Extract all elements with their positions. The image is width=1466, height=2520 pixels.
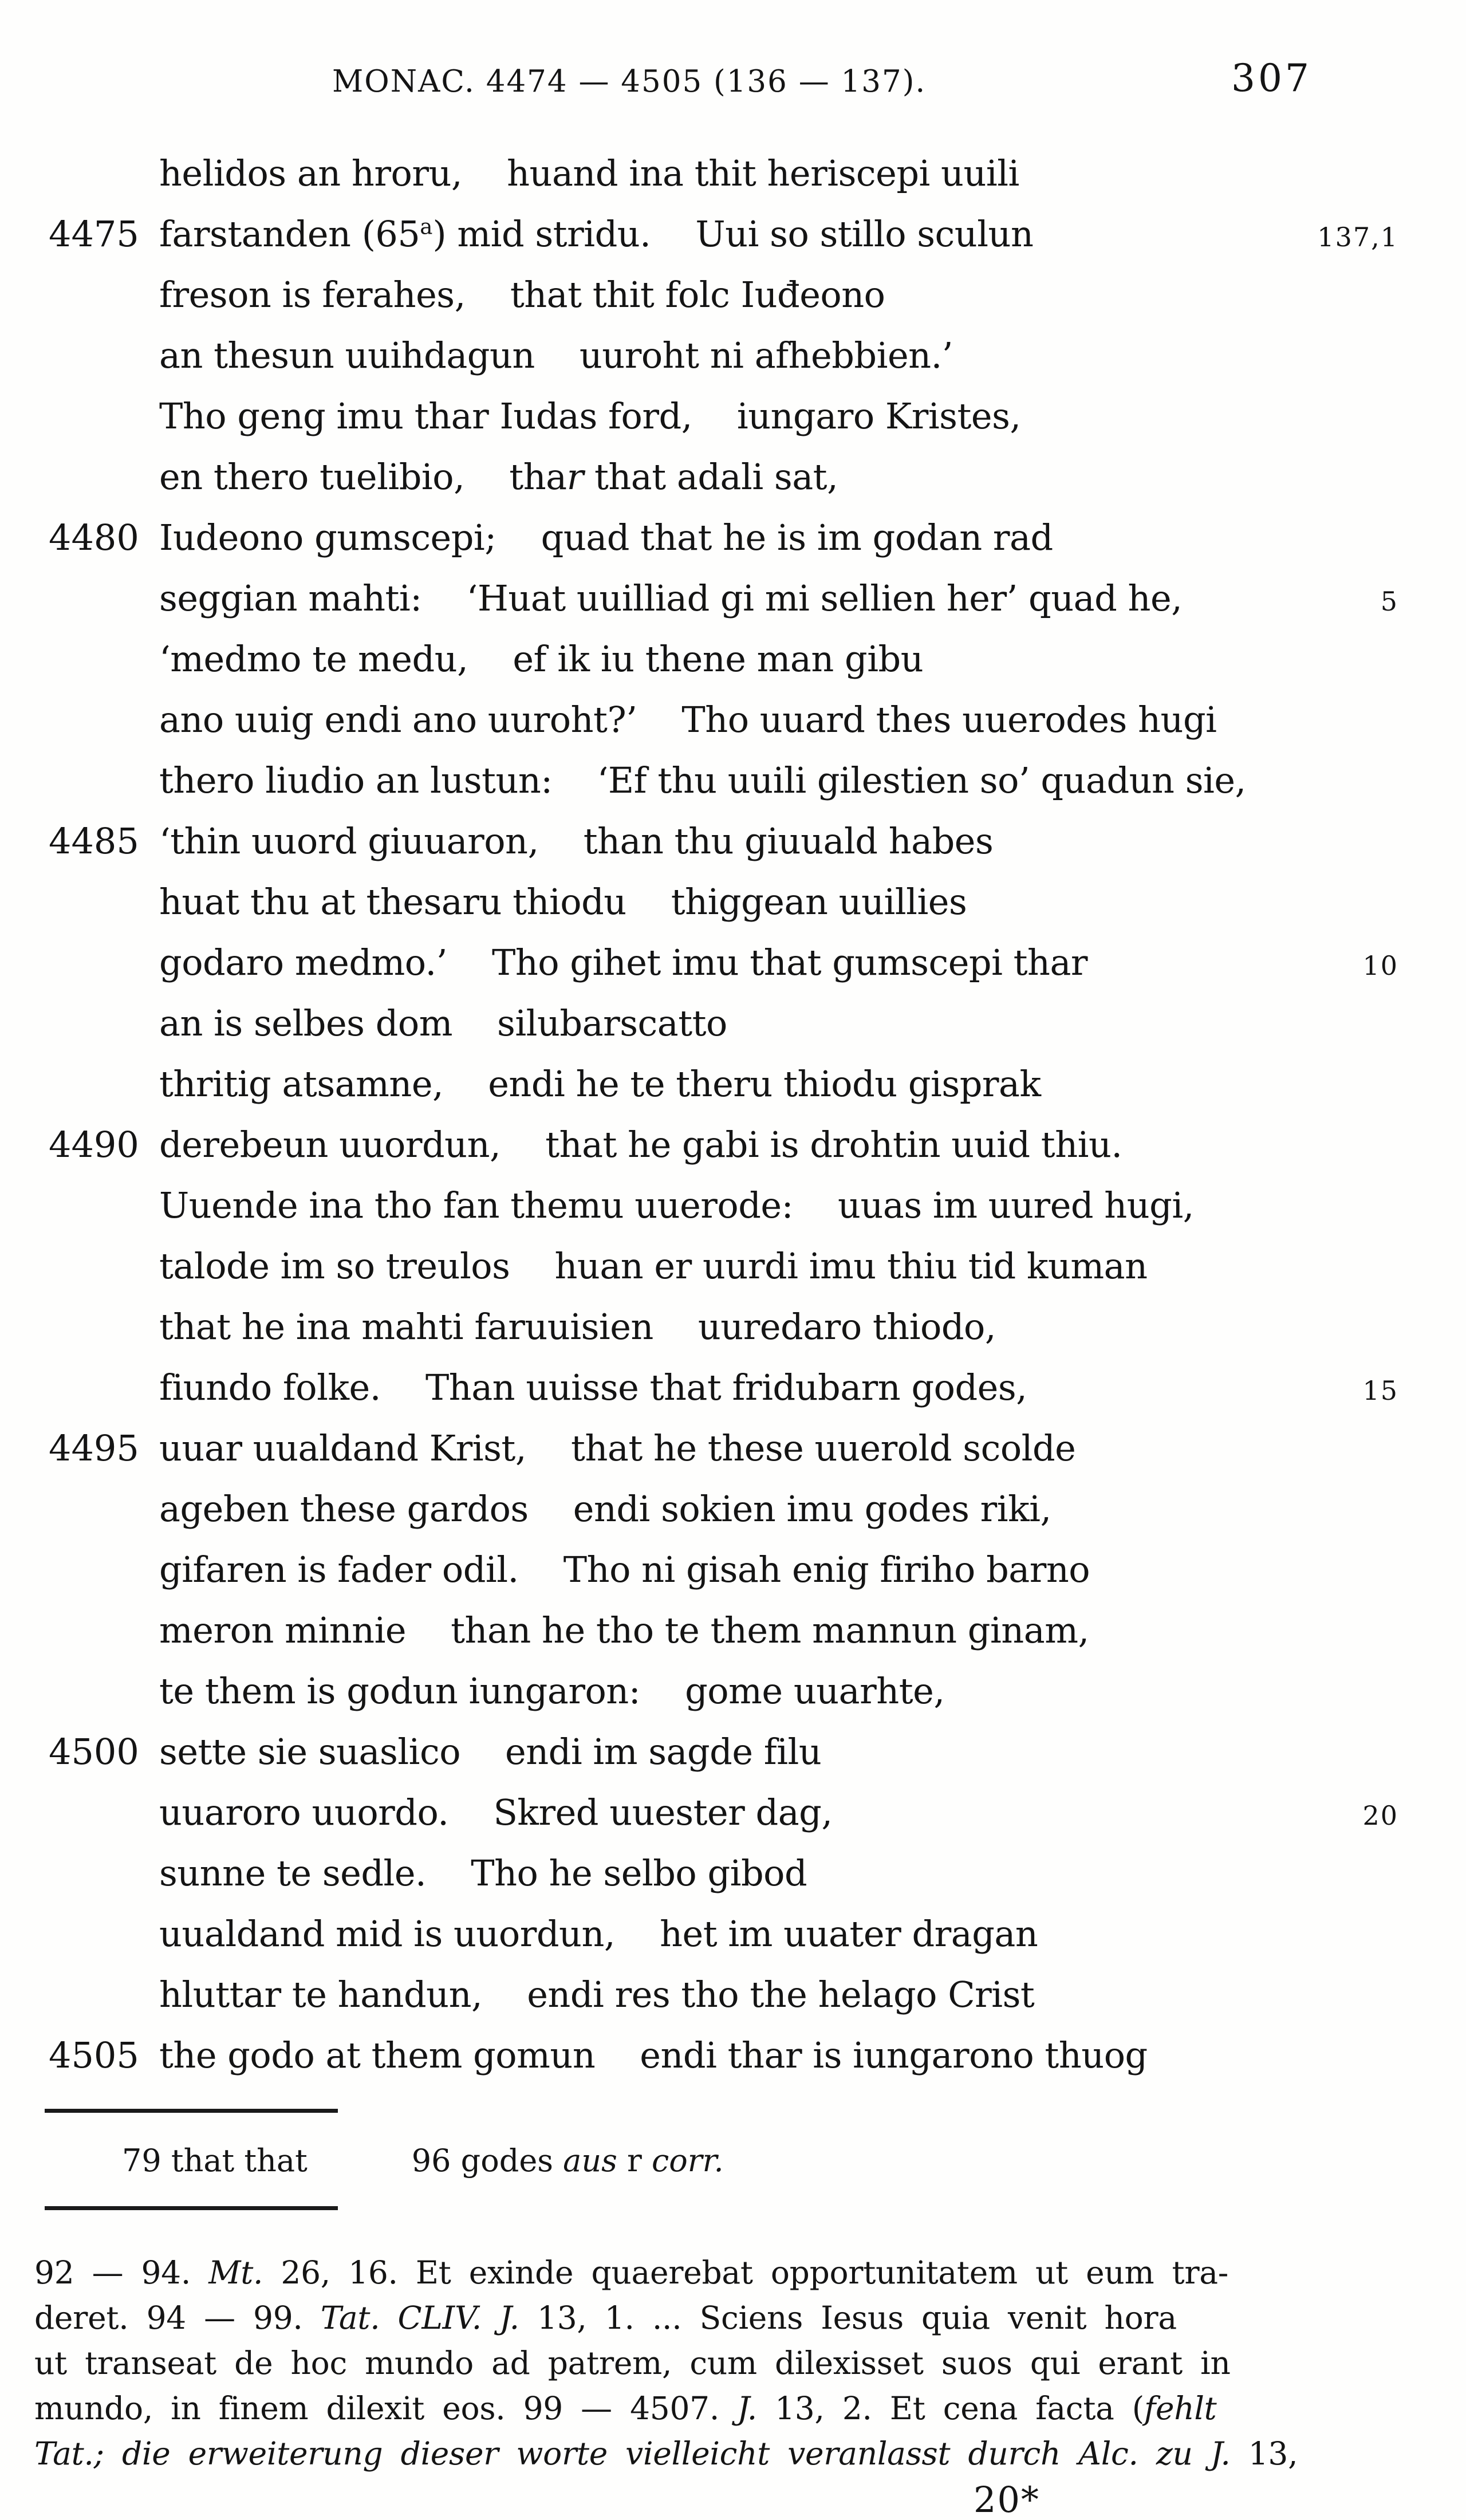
poem-line xyxy=(49,325,1466,386)
verse-half-a: gifaren is fader odil. xyxy=(159,1549,519,1590)
verse-text xyxy=(159,386,1250,447)
verse-text xyxy=(159,1357,1250,1418)
verse-half-b: iungaro Kristes, xyxy=(736,395,1021,437)
verse-half-b: than thu giuuald habes xyxy=(583,820,994,862)
poem-line xyxy=(49,447,1466,507)
apparatus-rule-bottom xyxy=(45,2206,338,2210)
verse-text xyxy=(159,1661,1250,1722)
poem-line xyxy=(49,1904,1466,1964)
verse-half-a: thero liudio an lustun: xyxy=(159,759,553,801)
verse-half-a: that he ina mahti faruuisien xyxy=(159,1306,653,1348)
verse-half-b: Tho he selbo gibod xyxy=(471,1852,807,1894)
verse-text xyxy=(159,1054,1250,1115)
verse-text xyxy=(159,1297,1250,1357)
poem-line xyxy=(49,1297,1466,1357)
verse-half-b: endi sokien imu godes riki, xyxy=(573,1488,1051,1530)
verse-half-a: helidos an hroru, xyxy=(159,152,463,194)
verse-half-b: uuas im uured hugi, xyxy=(838,1184,1194,1226)
verse-text xyxy=(159,993,1250,1054)
footnote-line: deret. 94 — 99. Tat. CLIV. J. 13, 1. ... Sciens Iesus quia venit hora xyxy=(34,2300,1177,2336)
verse-number: 4505 xyxy=(49,2034,139,2076)
verse-half-a: uualdand mid is uuordun, xyxy=(159,1913,616,1955)
verse-half-a: farstanden (65$^a$) mid stridu. xyxy=(159,213,651,255)
verse-half-a: uuaroro uuordo. xyxy=(159,1791,449,1833)
verse-half-b: than he tho te them mannun ginam, xyxy=(451,1609,1089,1651)
verse-text xyxy=(159,1539,1250,1600)
poem-line xyxy=(49,1054,1466,1115)
verse-half-a: sunne te sedle. xyxy=(159,1852,427,1894)
verse-text xyxy=(159,1236,1250,1297)
poem-line xyxy=(49,1964,1466,2025)
verse-half-b: Uui so stillo sculun xyxy=(695,213,1034,255)
margin-number: 5 xyxy=(1380,586,1398,617)
verse-half-b: that thit folc Iuđeono xyxy=(510,274,885,316)
poem-line xyxy=(49,1600,1466,1661)
verse-half-a: uuar uualdand Krist, xyxy=(159,1427,527,1469)
margin-number: 10 xyxy=(1362,950,1398,981)
footnote-line: ut transeat de hoc mundo ad patrem, cum dilexisset suos qui erant in xyxy=(34,2345,1231,2381)
verse-text xyxy=(159,811,1250,872)
verse-half-b: uuroht ni afhebbien.’ xyxy=(579,334,953,376)
poem-line xyxy=(49,1115,1466,1175)
verse-half-b: endi thar is iungarono thuog xyxy=(640,2034,1148,2076)
poem-line xyxy=(49,1357,1466,1418)
verse-number: 4475 xyxy=(49,213,139,255)
verse-half-b: Tho ni gisah enig firiho barno xyxy=(563,1549,1090,1590)
verse-text xyxy=(159,568,1250,629)
verse-half-a: te them is godun iungaron: xyxy=(159,1670,641,1712)
verse-half-b: gome uuarhte, xyxy=(685,1670,945,1712)
verse-number: 4495 xyxy=(49,1427,139,1469)
running-title: MONAC. 4474 — 4505 (136 — 137). xyxy=(332,64,927,99)
verse-half-a: fiundo folke. xyxy=(159,1367,381,1408)
poem-line xyxy=(49,690,1466,750)
poem-text-block xyxy=(0,143,1466,2086)
verse-half-a: Iudeono gumscepi; xyxy=(159,517,496,558)
verse-half-a: derebeun uuordun, xyxy=(159,1124,501,1166)
verse-half-a: an is selbes dom xyxy=(159,1002,453,1044)
verse-half-a: Tho geng imu thar Iudas ford, xyxy=(159,395,692,437)
poem-line xyxy=(49,872,1466,932)
verse-half-a: sette sie suaslico xyxy=(159,1731,461,1773)
verse-text xyxy=(159,1722,1250,1782)
verse-text xyxy=(159,1479,1250,1539)
verse-half-b: Tho gihet imu that gumscepi thar xyxy=(491,942,1088,983)
poem-line xyxy=(49,507,1466,568)
verse-half-b: silubarscatto xyxy=(497,1002,727,1044)
verse-half-b: endi res tho the helago Crist xyxy=(527,1974,1035,2015)
apparatus-line xyxy=(122,2143,1466,2179)
margin-number: 15 xyxy=(1362,1375,1398,1406)
verse-text xyxy=(159,447,1250,507)
poem-line xyxy=(49,1236,1466,1297)
verse-half-b: huan er uurdi imu thiu tid kuman xyxy=(554,1245,1148,1287)
verse-text xyxy=(159,507,1250,568)
poem-line xyxy=(49,1539,1466,1600)
verse-text xyxy=(159,2025,1250,2086)
verse-number: 4485 xyxy=(49,820,139,862)
footnote-line: Tat.; die erweiterung dieser worte vielleicht veranlasst durch Alc. zu J. 13, xyxy=(34,2435,1298,2472)
verse-half-a: thritig atsamne, xyxy=(159,1063,444,1105)
verse-half-b: that he these uuerold scolde xyxy=(571,1427,1076,1469)
verse-half-a: an thesun uuihdagun xyxy=(159,334,535,376)
page-header xyxy=(0,0,1466,143)
poem-line xyxy=(49,932,1466,993)
signature-mark: 20* xyxy=(974,2479,1040,2520)
verse-text xyxy=(159,265,1250,325)
verse-half-a: ‘medmo te medu, xyxy=(159,638,468,680)
verse-text xyxy=(159,690,1250,750)
poem-line xyxy=(49,811,1466,872)
verse-text xyxy=(159,629,1250,690)
apparatus-rule-top xyxy=(45,2109,338,2113)
verse-half-b: huand ina thit heriscepi uuili xyxy=(507,152,1019,194)
verse-half-b: endi he te theru thiodu gisprak xyxy=(488,1063,1041,1105)
footnote-line: 92 — 94. Mt. 26, 16. Et exinde quaerebat opportunitatem ut eum tra- xyxy=(34,2254,1229,2291)
verse-text xyxy=(159,1964,1250,2025)
verse-half-a: meron minnie xyxy=(159,1609,407,1651)
verse-half-b: Than uuisse that fridubarn godes, xyxy=(425,1367,1027,1408)
verse-half-b: thar that adali sat, xyxy=(509,456,838,498)
verse-half-a: hluttar te handun, xyxy=(159,1974,483,2015)
verse-text xyxy=(159,750,1250,811)
margin-number: 137,1 xyxy=(1317,222,1398,253)
apparatus-entry: 79 that that xyxy=(122,2143,308,2179)
verse-half-b: quad that he is im godan rad xyxy=(541,517,1053,558)
verse-half-a: ageben these gardos xyxy=(159,1488,529,1530)
verse-half-b: that he gabi is drohtin uuid thiu. xyxy=(545,1124,1122,1166)
poem-line xyxy=(49,1843,1466,1904)
verse-half-b: Tho uuard thes uuerodes hugi xyxy=(681,699,1217,741)
footnote-line: mundo, in finem dilexit eos. 99 — 4507. J. 13, 2. Et cena facta (fehlt xyxy=(34,2390,1217,2427)
poem-line xyxy=(49,204,1466,265)
verse-half-b: ef ik iu thene man gibu xyxy=(513,638,924,680)
verse-half-a: talode im so treulos xyxy=(159,1245,510,1287)
verse-number: 4500 xyxy=(49,1731,139,1773)
verse-text xyxy=(159,325,1250,386)
verse-text xyxy=(159,1782,1250,1843)
verse-text xyxy=(159,1115,1250,1175)
verse-half-a: godaro medmo.’ xyxy=(159,942,447,983)
verse-half-b: uuredaro thiodo, xyxy=(697,1306,996,1348)
verse-half-a: freson is ferahes, xyxy=(159,274,466,316)
verse-half-b: het im uuater dragan xyxy=(660,1913,1038,1955)
verse-text xyxy=(159,204,1250,265)
verse-half-a: the godo at them gomun xyxy=(159,2034,596,2076)
verse-text xyxy=(159,932,1250,993)
verse-number: 4490 xyxy=(49,1124,139,1166)
verse-text xyxy=(159,1418,1250,1479)
verse-text xyxy=(159,872,1250,932)
verse-half-a: ano uuig endi ano uuroht?’ xyxy=(159,699,637,741)
verse-half-a: Uuende ina tho fan themu uuerode: xyxy=(159,1184,794,1226)
poem-line xyxy=(49,1418,1466,1479)
poem-line xyxy=(49,750,1466,811)
poem-line xyxy=(49,1175,1466,1236)
verse-text xyxy=(159,1600,1250,1661)
poem-line xyxy=(49,2025,1466,2086)
verse-number: 4480 xyxy=(49,517,139,558)
verse-half-a: huat thu at thesaru thiodu xyxy=(159,881,626,923)
poem-line xyxy=(49,265,1466,325)
verse-half-b: ‘Ef thu uuili gilestien so’ quadun sie, xyxy=(597,759,1246,801)
poem-line xyxy=(49,993,1466,1054)
verse-text xyxy=(159,1904,1250,1964)
poem-line xyxy=(49,568,1466,629)
poem-line xyxy=(49,629,1466,690)
verse-text xyxy=(159,143,1250,204)
poem-line xyxy=(49,1479,1466,1539)
poem-line xyxy=(49,1722,1466,1782)
margin-number: 20 xyxy=(1362,1800,1398,1831)
verse-half-a: en thero tuelibio, xyxy=(159,456,465,498)
verse-text xyxy=(159,1175,1250,1236)
poem-line xyxy=(49,143,1466,204)
verse-half-b: thiggean uuillies xyxy=(671,881,967,923)
verse-half-a: seggian mahti: xyxy=(159,577,422,619)
verse-text xyxy=(159,1843,1250,1904)
verse-half-b: ‘Huat uuilliad gi mi sellien her’ quad he, xyxy=(466,577,1183,619)
poem-line xyxy=(49,1782,1466,1843)
verse-half-a: ‘thin uuord giuuaron, xyxy=(159,820,539,862)
poem-line xyxy=(49,1661,1466,1722)
apparatus-entry: 96 godes aus r corr. xyxy=(411,2143,724,2179)
footnotes-block xyxy=(0,2250,1466,2476)
poem-line xyxy=(49,386,1466,447)
page-number: 307 xyxy=(1231,56,1312,100)
verse-half-b: endi im sagde filu xyxy=(505,1731,822,1773)
verse-half-b: Skred uuester dag, xyxy=(493,1791,833,1833)
